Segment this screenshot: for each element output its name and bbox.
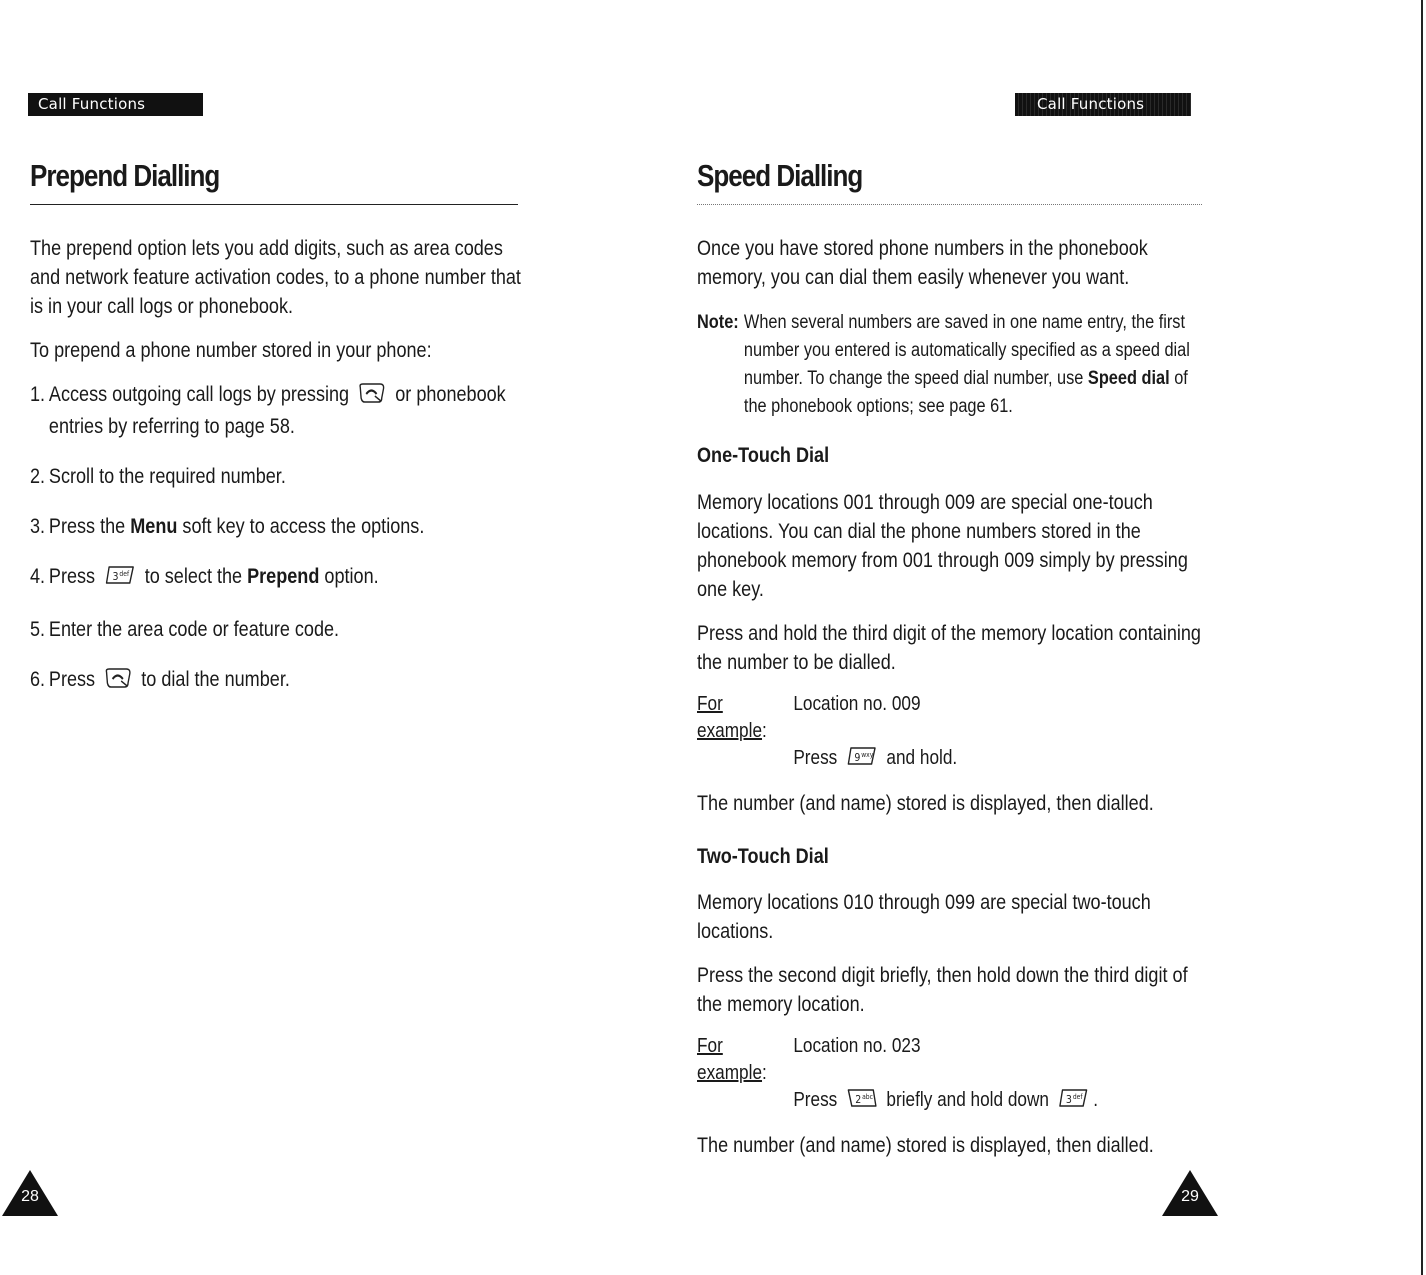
svg-text:def: def [119, 569, 129, 579]
left-column [30, 234, 530, 718]
page-number-right [1160, 1170, 1220, 1216]
step-number: 5. [30, 618, 46, 641]
step-text-pre: Press the [48, 515, 126, 538]
step-text-post: soft key to access the options. [182, 515, 425, 538]
example-press-line [793, 745, 957, 775]
page-number-text: 29 [1181, 1188, 1199, 1205]
note-label: Note: [697, 312, 739, 333]
step-item [30, 562, 529, 594]
example-press-mid: briefly and hold down [886, 1089, 1049, 1111]
svg-text:wxy: wxy [860, 750, 874, 760]
step-text: Scroll to the required number. [48, 465, 286, 488]
step-text [49, 512, 529, 541]
example-label-text: For example [697, 1035, 763, 1084]
step-text-pre: Press [48, 668, 96, 691]
title-rule-right [697, 204, 1202, 205]
key-2-icon [846, 1087, 879, 1117]
step-text-post: or phonebook entries by referring to page 58. [48, 383, 506, 438]
prepend-option-label: Prepend [247, 565, 320, 588]
one-touch-example [697, 691, 1216, 745]
example-press-post: and hold. [886, 747, 958, 769]
example-label: For example: [697, 693, 767, 742]
step-item [30, 380, 529, 441]
two-touch-p2: Press the second digit briefly, then hold down the third digit of the memory location. [697, 964, 1188, 1016]
step-text-post: option. [324, 565, 379, 588]
step-number: 6. [30, 668, 46, 691]
step-text-post: to dial the number. [141, 668, 290, 691]
step-number: 3. [30, 515, 46, 538]
svg-text:def: def [1072, 1092, 1083, 1102]
example-location: Location no. 009 [793, 693, 921, 715]
page-edge-line [1421, 0, 1423, 1275]
step-text: Enter the area code or feature code. [48, 618, 340, 641]
svg-text:2: 2 [854, 1093, 861, 1107]
title-rule-left [30, 204, 518, 205]
step-text-mid: to select the [144, 565, 243, 588]
one-touch-p1: Memory locations 001 through 009 are special one-touch locations. You can dial the phone numbers stored in the phonebook memory from 001 through 009 simply by pressing one key. [697, 491, 1188, 601]
two-touch-result: The number (and name) stored is displayed, then dialled. [697, 1134, 1154, 1157]
note-body [744, 309, 1216, 421]
section-tab-left: Call Functions [28, 93, 203, 116]
two-touch-p1: Memory locations 010 through 099 are special two-touch locations. [697, 891, 1151, 943]
prepend-intro: The prepend option lets you add digits, such as area codes and network feature activation codes, to a phone number that is in your call logs or phonebook. [30, 237, 521, 318]
section-tab-right: Call Functions [1015, 93, 1191, 116]
step-number: 1. [30, 383, 46, 406]
page-number-text: 28 [21, 1188, 39, 1205]
example-press-line [793, 1087, 1098, 1117]
send-key-icon [104, 667, 133, 697]
one-touch-example-press [697, 745, 1216, 775]
note-tail: of the phonebook options; see page 61. [743, 368, 1188, 417]
example-indent [697, 745, 793, 775]
example-press-word: Press [793, 747, 838, 769]
two-touch-example [697, 1033, 1216, 1087]
svg-text:3: 3 [1065, 1093, 1072, 1107]
one-touch-result: The number (and name) stored is displayed, then dialled. [697, 792, 1154, 815]
example-indent [697, 1087, 793, 1117]
step-text [49, 380, 529, 441]
svg-text:3: 3 [112, 570, 119, 584]
two-touch-example-press [697, 1087, 1216, 1117]
key-3-icon [1057, 1087, 1090, 1117]
step-item [30, 615, 529, 644]
speed-intro: Once you have stored phone numbers in the phonebook memory, you can dial them easily whenever you want. [697, 237, 1148, 289]
one-touch-heading: One-Touch Dial [697, 444, 830, 467]
one-touch-p2: Press and hold the third digit of the memory location containing the number to be dialled. [697, 622, 1201, 674]
prepend-steps [30, 380, 529, 697]
svg-text:abc: abc [861, 1092, 873, 1102]
note-text: When several numbers are saved in one name entry, the first number you entered is automatically specified as a speed dial number. To change the speed dial number, use [743, 312, 1190, 389]
step-item [30, 665, 529, 697]
step-number: 2. [30, 465, 46, 488]
example-label-text: For example [697, 693, 763, 742]
key-3-icon [104, 564, 137, 594]
step-text [49, 562, 529, 594]
right-content [697, 234, 1216, 1160]
example-press-end: . [1093, 1089, 1099, 1111]
step-text-pre: Access outgoing call logs by pressing [48, 383, 350, 406]
note-block [697, 309, 1216, 421]
two-touch-heading: Two-Touch Dial [697, 845, 829, 868]
menu-soft-key-label: Menu [130, 515, 178, 538]
example-label: For example: [697, 1035, 767, 1084]
svg-text:9: 9 [854, 751, 861, 765]
step-number: 4. [30, 565, 46, 588]
page-title-speed-dialling: Speed Dialling [697, 158, 863, 193]
key-9-icon [846, 745, 879, 775]
speed-dial-option-label: Speed dial [1087, 368, 1170, 389]
left-content [30, 234, 529, 697]
right-column [697, 234, 1217, 1160]
page-number-left [0, 1170, 60, 1216]
step-item [30, 462, 529, 491]
example-location: Location no. 023 [793, 1035, 921, 1057]
step-text [49, 665, 529, 697]
example-press-word: Press [793, 1089, 838, 1111]
step-text-pre: Press [48, 565, 96, 588]
page-title-prepend: Prepend Dialling [30, 158, 220, 193]
prepend-lead: To prepend a phone number stored in your phone: [30, 339, 432, 362]
send-key-icon [358, 382, 387, 412]
step-item [30, 512, 529, 541]
